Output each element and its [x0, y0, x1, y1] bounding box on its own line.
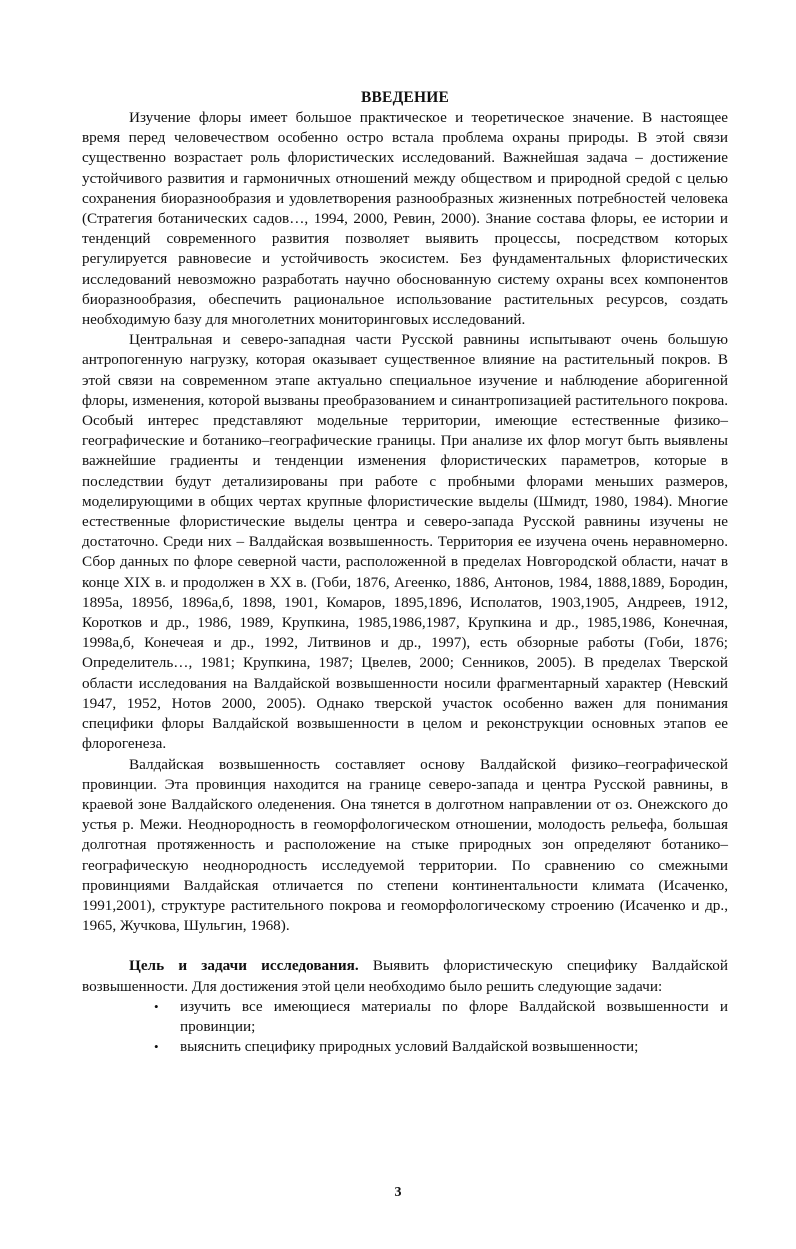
list-item [82, 1037, 728, 1057]
goals-text: Выявить флористическую специфику Валдайской возвышенности. Для достижения этой цели необходимо было решить следующие задачи: [82, 957, 728, 995]
document-page [82, 88, 728, 1057]
paragraph-valdai: Валдайская возвышенность составляет основу Валдайской физико–географической провинции. Эта провинция находится на границе северо-запада и центра Русской равнины, в краевой зоне Валдайского оледенения. Она тянется в долготном направлении от оз. Онежского до устья р. Межи. Неоднородность в геоморфологическом отношении, молодость рельефа, большая долготная протяженность и расположение на стыке природных зон определяют ботанико–географическую неоднородность исследуемой территории. По сравнению со смежными провинциями Валдайская отличается по степени континентальности климата (Исаченко, 1991,2001), структуре растительного покрова и геоморфологическому строению (Исаченко и др., 1965, Жучкова, Шульгин, 1968). [82, 755, 728, 935]
section-title: ВВЕДЕНИЕ [360, 89, 450, 106]
list-item [82, 997, 728, 1037]
goals-heading: Цель и задачи исследования. [129, 957, 359, 975]
bullet-icon: • [154, 998, 159, 1014]
task-text: выяснить специфику природных условий Валдайской возвышенности; [180, 1038, 639, 1056]
bullet-icon: • [154, 1039, 159, 1055]
task-text: изучить все имеющиеся материалы по флоре Валдайской возвышенности и провинции; [180, 997, 728, 1035]
page-number: 3 [394, 1185, 402, 1200]
paragraph-gap [82, 936, 728, 956]
paragraph-goals [82, 956, 728, 996]
tasks-list [82, 997, 728, 1058]
paragraph-regions: Центральная и северо-западная части Русской равнины испытывают очень большую антропогенную нагрузку, которая оказывает существенное влияние на растительный покров. В этой связи на современном этапе актуально специальное изучение и наблюдение аборигенной флоры, изменения, которой вызваны преобразованием и синантропизацией растительного покрова. Особый интерес представляют модельные территории, имеющие естественные физико–географические и ботанико–географические границы. При анализе их флор могут быть выявлены важнейшие градиенты и тенденции изменения флористических параметров, которые в последствии будут детализированы при работе с пробными флорами меньших размеров, моделирующими в общих чертах крупные флористические выделы (Шмидт, 1980, 1984). Многие естественные флористические выделы центра и северо-запада Русской равнины изучены не достаточно. Среди них – Валдайская возвышенность. Территория ее изучена очень неравномерно. Сбор данных по флоре северной части, расположенной в пределах Новгородской области, начат в конце XIX в. и продолжен в XX в. (Гоби, 1876, Агеенко, 1886, Антонов, 1984, 1888,1889, Бородин, 1895а, 1895б, 1896а,б, 1898, 1901, Комаров, 1895,1896, Исполатов, 1903,1905, Андреев, 1912, Коротков и др., 1986, 1989, Крупкина, 1985,1986,1987, Крупкина и др., 1985,1986, Конечная, 1998а,б, Конечеая и др., 1992, Литвинов и др., 1997), есть обзорные работы (Гоби, 1876; Определитель…, 1981; Крупкина, 1987; Цвелев, 2000; Сенников, 2005). В пределах Тверской области исследования на Валдайской возвышенности носили фрагментарный характер (Невский 1947, 1952, Нотов 2000, 2005). Однако тверской участок особенно важен для понимания специфики флоры Валдайской возвышенности в целом и реконструкции основных этапов ее флорогенеза. [82, 331, 728, 753]
paragraph-intro: Изучение флоры имеет большое практическое и теоретическое значение. В настоящее время перед человечеством особенно остро встала проблема охраны природы. В этой связи существенно возрастает роль флористических исследований. Важнейшая задача – достижение устойчивого развития и гармоничных отношений между обществом и природной средой с целью сохранения биоразнообразия и удовлетворения разнообразных жизненных потребностей человека (Стратегия ботанических садов…, 1994, 2000, Ревин, 2000). Знание состава флоры, ее истории и тенденций современного развития позволяет выявить процессы, посредством которых регулируется равновесие и устойчивость экосистем. Без фундаментальных флористических исследований невозможно разработать научно обоснованную систему охраны всех компонентов биоразнообразия, обеспечить рациональное использование растительных ресурсов, создать необходимую базу для многолетних мониторинговых исследований. [82, 109, 728, 329]
